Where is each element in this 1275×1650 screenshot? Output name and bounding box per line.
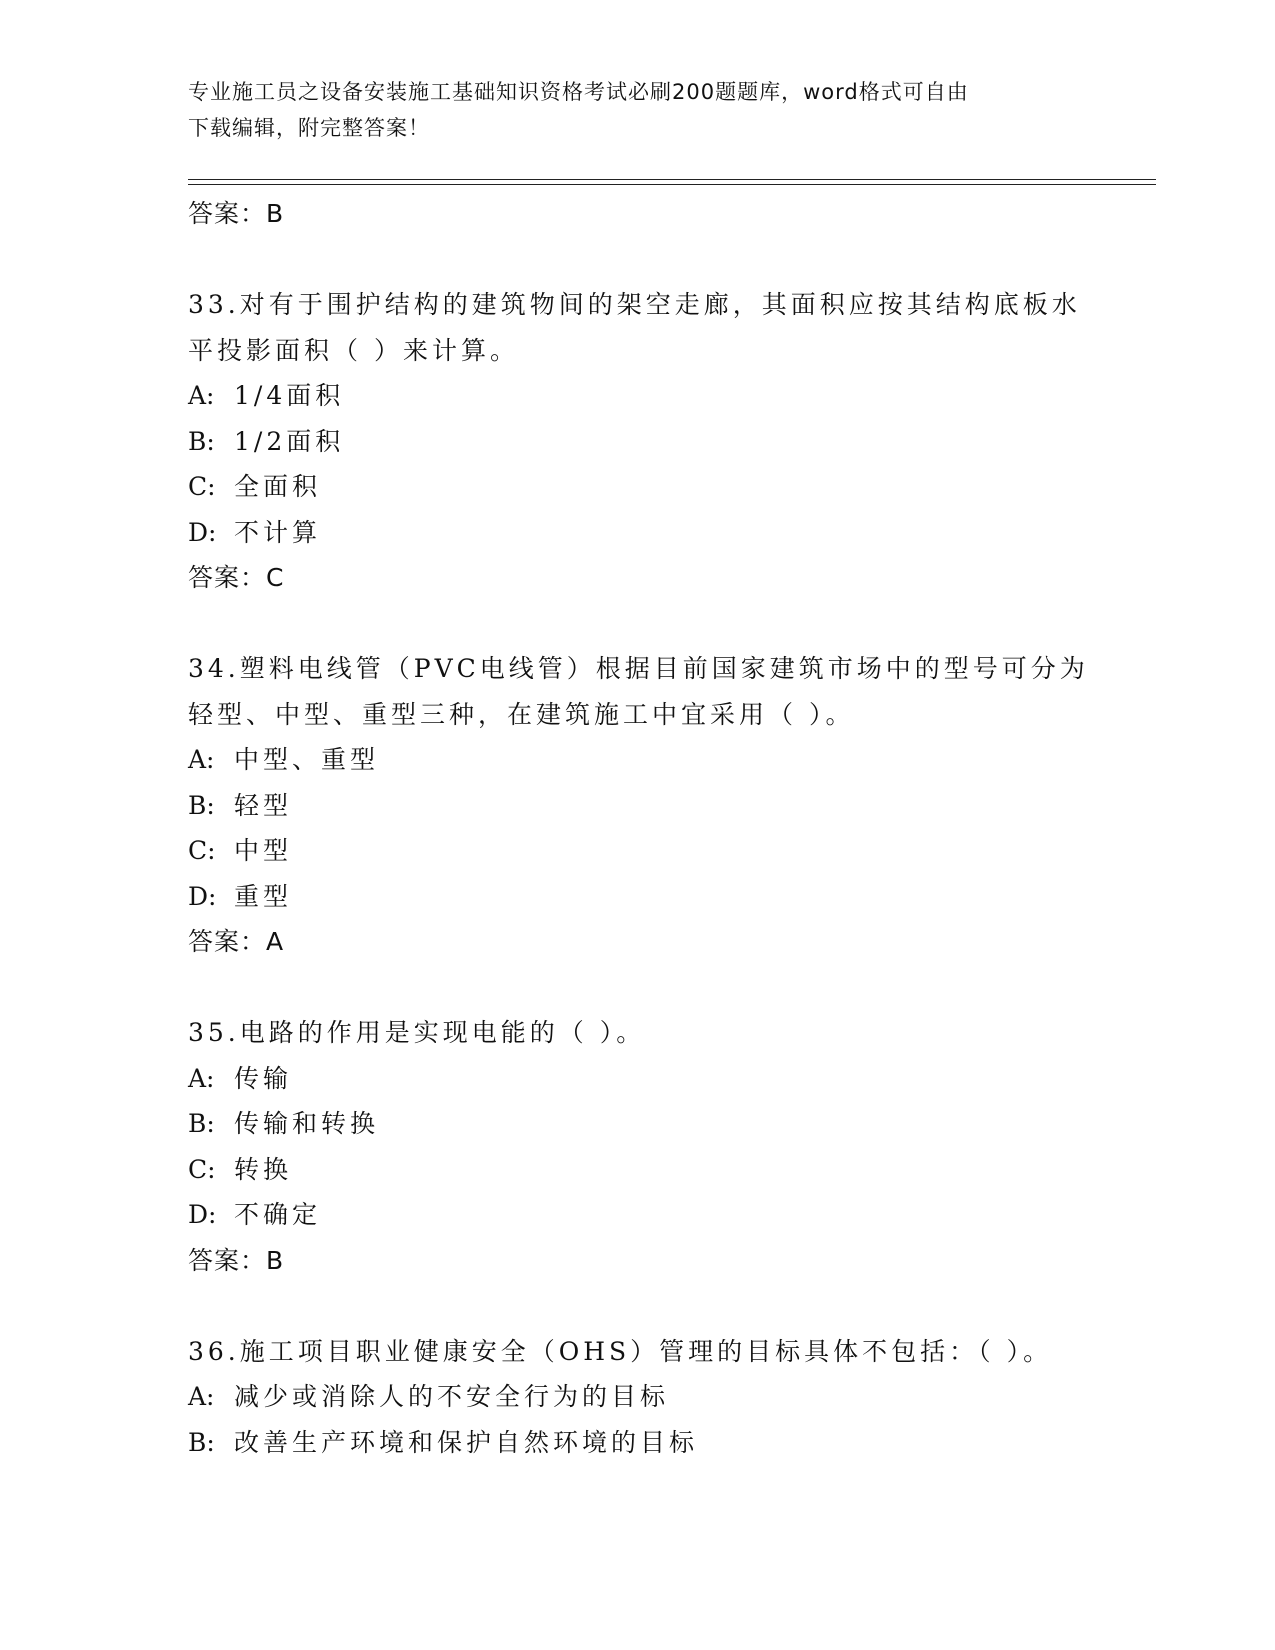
- option-letter: D:: [188, 517, 217, 547]
- option-c: [188, 1147, 1108, 1193]
- option-letter: D:: [188, 1200, 217, 1229]
- option-b: [188, 419, 1108, 465]
- question-text: 33.对有于围护结构的建筑物间的架空走廊，其面积应按其结构底板水平投影面积（ ）来计算。: [188, 290, 1081, 365]
- option-letter: B:: [188, 1109, 215, 1138]
- option-text: 不计算: [234, 517, 322, 547]
- option-text: 中型、重型: [234, 745, 380, 774]
- option-text: 传输: [234, 1063, 293, 1093]
- option-d: [188, 510, 1108, 556]
- option-letter: C:: [188, 836, 216, 865]
- option-letter: C:: [188, 472, 216, 501]
- option-text: 1/4面积: [234, 381, 345, 410]
- question-text: 34.塑料电线管（PVC电线管）根据目前国家建筑市场中的型号可分为轻型、中型、重型三种，在建筑施工中宜采用（ ）。: [188, 654, 1089, 729]
- header-line-2: 下载编辑，附完整答案！: [188, 116, 430, 140]
- option-d: [188, 874, 1108, 920]
- question-36: [188, 1329, 1108, 1466]
- option-a: [188, 1374, 1108, 1420]
- option-c: [188, 464, 1108, 510]
- question-33: [188, 282, 1108, 601]
- option-text: 全面积: [234, 472, 322, 501]
- document-body: [188, 191, 1108, 1465]
- option-letter: B:: [188, 426, 215, 456]
- option-text: 不确定: [234, 1200, 322, 1229]
- option-d: [188, 1192, 1108, 1238]
- option-text: 重型: [234, 881, 293, 911]
- option-a: [188, 373, 1108, 419]
- answer-line: 答案：B: [188, 199, 285, 228]
- option-letter: D:: [188, 881, 217, 911]
- option-b: [188, 1420, 1108, 1466]
- option-c: [188, 828, 1108, 874]
- option-text: 转换: [234, 1154, 293, 1184]
- option-letter: C:: [188, 1154, 216, 1184]
- option-a: [188, 1056, 1108, 1102]
- option-text: 1/2面积: [234, 426, 345, 456]
- option-letter: A:: [188, 1063, 215, 1093]
- option-letter: A:: [188, 381, 215, 410]
- answer-line: 答案：B: [188, 1245, 285, 1275]
- question-35: [188, 1010, 1108, 1284]
- option-letter: A:: [188, 1382, 215, 1411]
- question-text: 36.施工项目职业健康安全（OHS）管理的目标具体不包括：（ ）。: [188, 1336, 1053, 1366]
- option-letter: A:: [188, 745, 215, 774]
- answer-line: 答案：A: [188, 927, 285, 956]
- option-text: 改善生产环境和保护自然环境的目标: [234, 1427, 699, 1457]
- document-header: [188, 74, 1088, 146]
- question-text: 35.电路的作用是实现电能的（ ）。: [188, 1018, 646, 1047]
- option-text: 轻型: [234, 790, 293, 820]
- answer-line: 答案：C: [188, 563, 285, 592]
- option-text: 传输和转换: [234, 1109, 380, 1138]
- option-text: 减少或消除人的不安全行为的目标: [234, 1382, 670, 1411]
- option-letter: B:: [188, 1427, 215, 1457]
- question-34: [188, 646, 1108, 965]
- header-divider: [188, 179, 1156, 185]
- header-line-1: 专业施工员之设备安装施工基础知识资格考试必刷200题题库，word格式可自由: [188, 80, 969, 104]
- option-b: [188, 783, 1108, 829]
- option-text: 中型: [234, 836, 293, 865]
- option-b: [188, 1101, 1108, 1147]
- option-letter: B:: [188, 790, 215, 820]
- option-a: [188, 737, 1108, 783]
